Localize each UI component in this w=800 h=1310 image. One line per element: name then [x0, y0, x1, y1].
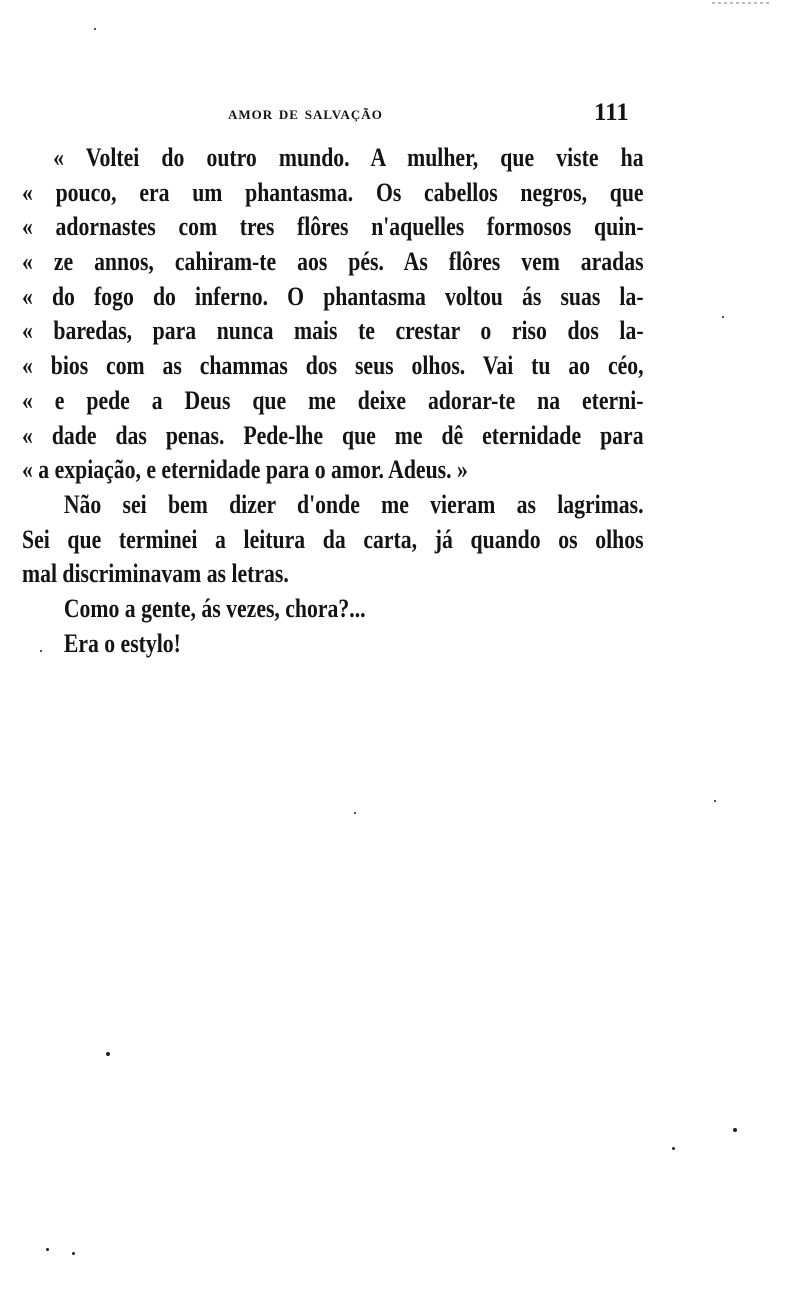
text-line: « Voltei do outro mundo. A mulher, que viste ha	[53, 142, 644, 172]
text-line: Como a gente, ás vezes, chora?...	[63, 592, 366, 623]
page-header	[0, 99, 800, 133]
scan-speck	[722, 316, 724, 318]
text-line: « pouco, era um phantasma. Os cabellos negros, que	[22, 176, 644, 207]
scan-speck	[672, 1147, 675, 1150]
scan-speck	[714, 800, 716, 802]
text-line: « e pede a Deus que me deixe adorar-te na eterni-	[22, 384, 644, 415]
scan-speck	[94, 28, 96, 30]
page-number: 111	[594, 99, 629, 126]
text-line: Não sei bem dizer d'onde me vieram as lagrimas.	[63, 488, 644, 519]
text-line: « ze annos, cahiram-te aos pés. As flôres vem aradas	[22, 246, 644, 277]
scan-speck	[354, 812, 356, 814]
text-line: mal discriminavam as letras.	[22, 558, 289, 589]
scan-speck	[40, 650, 42, 652]
text-line: « a expiação, e eternidade para o amor. Adeus. »	[22, 454, 468, 485]
scan-speck	[106, 1052, 110, 1056]
text-line: Era o estylo!	[63, 627, 181, 658]
scan-speck	[733, 1128, 737, 1132]
text-line: « baredas, para nunca mais te crestar o riso dos la-	[22, 315, 644, 346]
scan-speck	[72, 1252, 75, 1255]
text-line: « adornastes com tres flôres n'aquelles formosos quin-	[22, 211, 644, 242]
scan-speck	[46, 1248, 49, 1251]
text-line: Sei que terminei a leitura da carta, já quando os olhos	[22, 523, 644, 554]
body-text	[22, 140, 644, 660]
text-line: « bios com as chammas dos seus olhos. Vai tu ao céo,	[22, 350, 644, 381]
text-line: « do fogo do inferno. O phantasma voltou ás suas la-	[22, 280, 644, 311]
running-title: amor de salvação	[228, 103, 383, 124]
scan-artifact-top	[712, 2, 770, 4]
text-line: « dade das penas. Pede-lhe que me dê eternidade para	[22, 419, 644, 450]
